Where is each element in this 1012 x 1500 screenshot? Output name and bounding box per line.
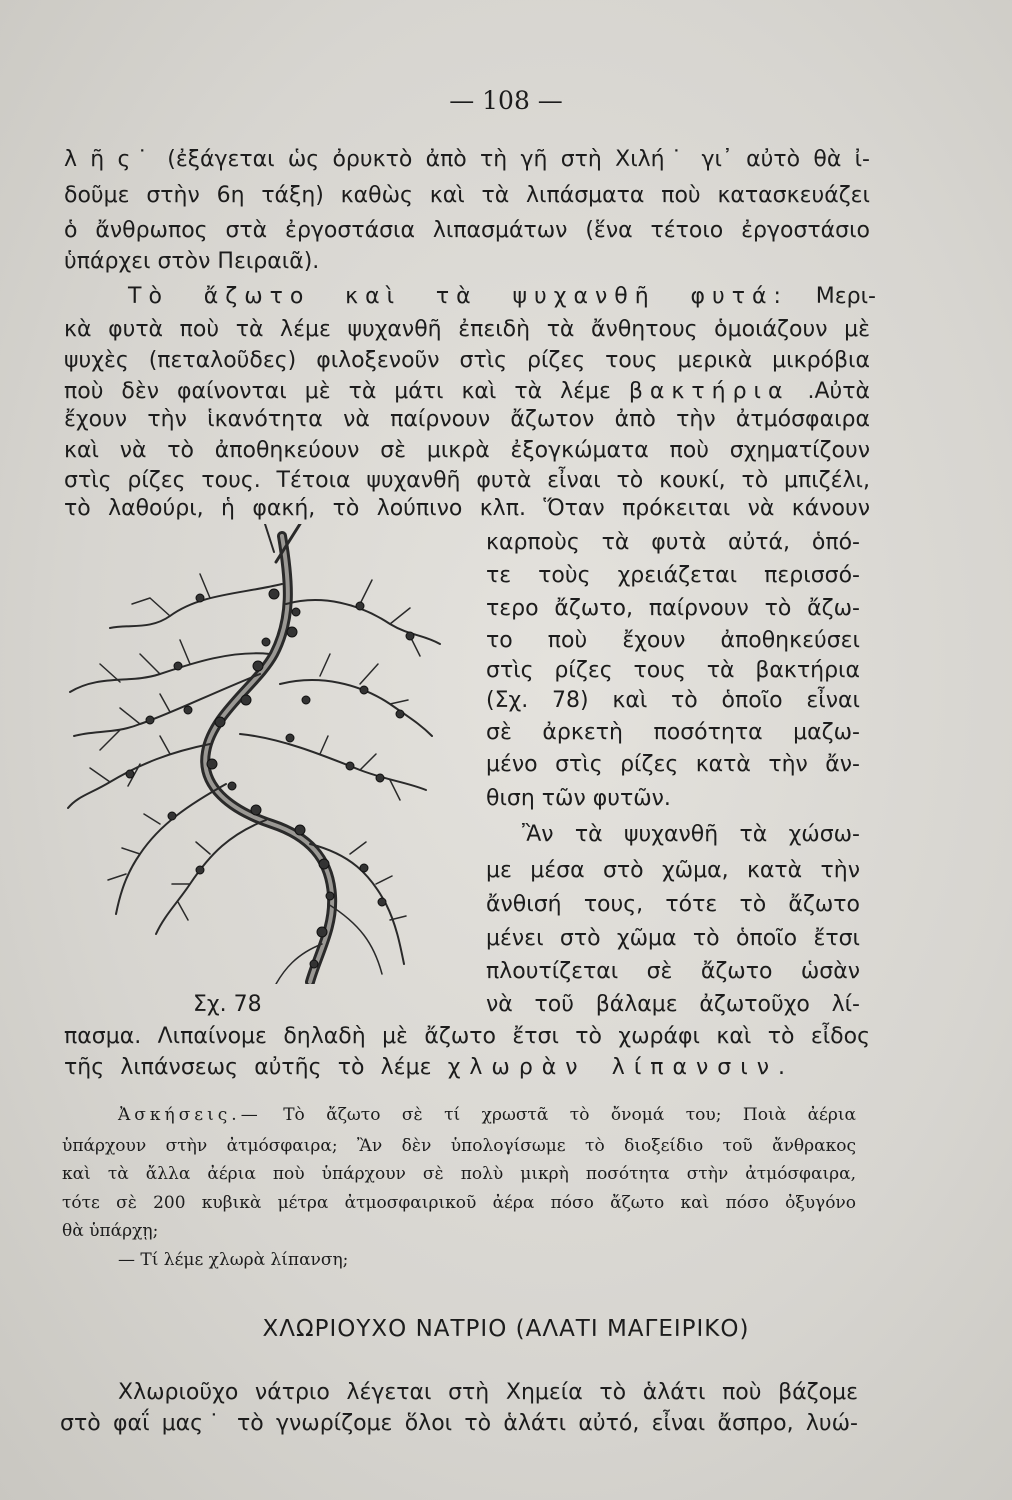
exercises-line: θὰ ὑπάρχῃ; (62, 1221, 159, 1241)
text-line: κὰ φυτὰ ποὺ τὰ λέμε ψυχανθῆ ἐπειδὴ τὰ ἄνθητους ὁμοιάζουν μὲ (64, 317, 870, 342)
column-line: με μέσα στὸ χῶμα, κατὰ τὴν (486, 858, 860, 883)
column-line: μένο στὶς ρίζες κατὰ τὴν ἄν- (486, 752, 860, 777)
exercises-line: καὶ τὰ ἄλλα ἀέρια ποὺ ὑπάρχουν σὲ πολὺ μικρὴ ποσότητα στὴν ἀτμόσφαιρα, (62, 1164, 856, 1184)
root-nodules-illustration (60, 524, 490, 984)
text-fragment: .Αὐτὰ (807, 379, 870, 404)
text-line: ψυχὲς (πεταλοῦδες) φιλοξενοῦν στὶς ρίζες τους μερικὰ μικρόβια (64, 348, 870, 373)
page-number: — 108 — (449, 86, 563, 115)
exercise-question: — Τί λέμε χλωρὰ λίπανση; (118, 1250, 349, 1270)
exercises-line: ὑπάρχουν στὴν ἀτμόσφαιρα; Ἂν δὲν ὑπολογίσωμε τὸ διοξείδιο τοῦ ἄνθρακος (62, 1136, 856, 1156)
column-line: (Σχ. 78) καὶ τὸ ὁποῖο εἶναι (486, 688, 860, 713)
subheading-rest: Μερι- (815, 284, 876, 309)
text-line: στὶς ρίζες τους. Τέτοια ψυχανθῆ φυτὰ εἶναι τὸ κουκί, τὸ μπιζέλι, (64, 468, 870, 493)
column-line: καρποὺς τὰ φυτὰ αὐτά, ὁπό- (486, 530, 860, 555)
column-line: ἄνθισή τους, τότε τὸ ἄζωτο (486, 892, 860, 917)
section-heading: ΧΛΩΡΙΟΥΧΟ ΝΑΤΡΙΟ (ΑΛΑΤΙ ΜΑΓΕΙΡΙΚΟ) (262, 1316, 750, 1342)
text-line (64, 1053, 794, 1083)
column-line: τερο ἄζωτο, παίρνουν τὸ ἄζω- (486, 596, 860, 621)
text-line: πασμα. Λιπαίνομε δηλαδὴ μὲ ἄζωτο ἔτσι τὸ χωράφι καὶ τὸ εἶδος (64, 1024, 870, 1049)
text-line: ὁ ἄνθρωπος στὰ ἐργοστάσια λιπασμάτων (ἕνα τέτοιο ἐργοστάσιο (64, 218, 870, 243)
text-line: ἔχουν τὴν ἱκανότητα νὰ παίρνουν ἄζωτον ἀπὸ τὴν ἀτμόσφαιρα (64, 407, 870, 432)
text-line (64, 377, 870, 407)
text-fragment: ποὺ δὲν φαίνονται μὲ τὰ μάτι καὶ τὰ λέμε (64, 379, 611, 404)
column-line: το ποὺ ἔχουν ἀποθηκεύσει (486, 628, 860, 653)
column-line: τε τοὺς χρειάζεται περισσό- (486, 563, 860, 588)
column-line: μένει στὸ χῶμα τὸ ὁποῖο ἔτσι (486, 926, 860, 951)
subheading-spaced: Τὸ ἄζωτο καὶ τὰ ψυχανθῆ φυτά: (128, 284, 788, 309)
text-line: ὑπάρχει στὸν Πειραιᾶ). (64, 249, 320, 274)
text-line: τὸ λαθούρι, ἡ φακή, τὸ λούπινο κλπ. Ὅταν πρόκειται νὰ κάνουν (64, 496, 870, 521)
exercises-line (118, 1103, 856, 1128)
text-line: στὸ φαΐ μας˙ τὸ γνωρίζομε ὅλοι τὸ ἁλάτι αὐτό, εἶναι ἄσπρο, λυώ- (60, 1411, 858, 1436)
text-fragment: Τὸ ἄζωτο σὲ τί χρωστᾶ τὸ ὄνομά του; Ποιὰ ἀέρια (283, 1105, 857, 1125)
column-line: Ἂν τὰ ψυχανθῆ τὰ χώσω- (522, 822, 860, 847)
subheading-line (128, 282, 876, 312)
text-fragment: τῆς λιπάνσεως αὐτῆς τὸ λέμε (64, 1055, 432, 1080)
column-line: πλουτίζεται σὲ ἄζωτο ὡσὰν (486, 959, 860, 984)
bacteria-spaced: βακτήρια (628, 379, 790, 404)
green-manure-spaced: χλωρὰν λίπανσιν. (447, 1055, 794, 1080)
text-line: λ ῆ ς˙ (ἐξάγεται ὡς ὀρυκτὸ ἀπὸ τὴ γῆ στὴ Χιλή˙ γι᾿ αὐτὸ θὰ ἰ- (64, 147, 870, 172)
column-line: θιση τῶν φυτῶν. (486, 786, 671, 811)
column-line: σὲ ἀρκετὴ ποσότητα μαζω- (486, 720, 860, 745)
column-line: στὶς ρίζες τους τὰ βακτήρια (486, 658, 860, 683)
column-line: νὰ τοῦ βάλαμε ἀζωτοῦχο λί- (486, 992, 860, 1017)
text-line: δοῦμε στὴν 6η τάξη) καθὼς καὶ τὰ λιπάσματα ποὺ κατασκευάζει (64, 183, 870, 208)
exercises-label: Ἀσκήσεις.— (118, 1105, 262, 1125)
text-line: καὶ νὰ τὸ ἀποθηκεύουν σὲ μικρὰ ἐξογκώματα ποὺ σχηματίζουν (64, 438, 870, 463)
exercises-line: τότε σὲ 200 κυβικὰ μέτρα ἀτμοσφαιρικοῦ ἀέρα πόσο ἄζωτο καὶ πόσο ὀξυγόνο (62, 1193, 856, 1213)
figure-caption: Σχ. 78 (193, 992, 262, 1017)
text-line: Χλωριοῦχο νάτριο λέγεται στὴ Χημεία τὸ ἁλάτι ποὺ βάζομε (118, 1380, 858, 1405)
